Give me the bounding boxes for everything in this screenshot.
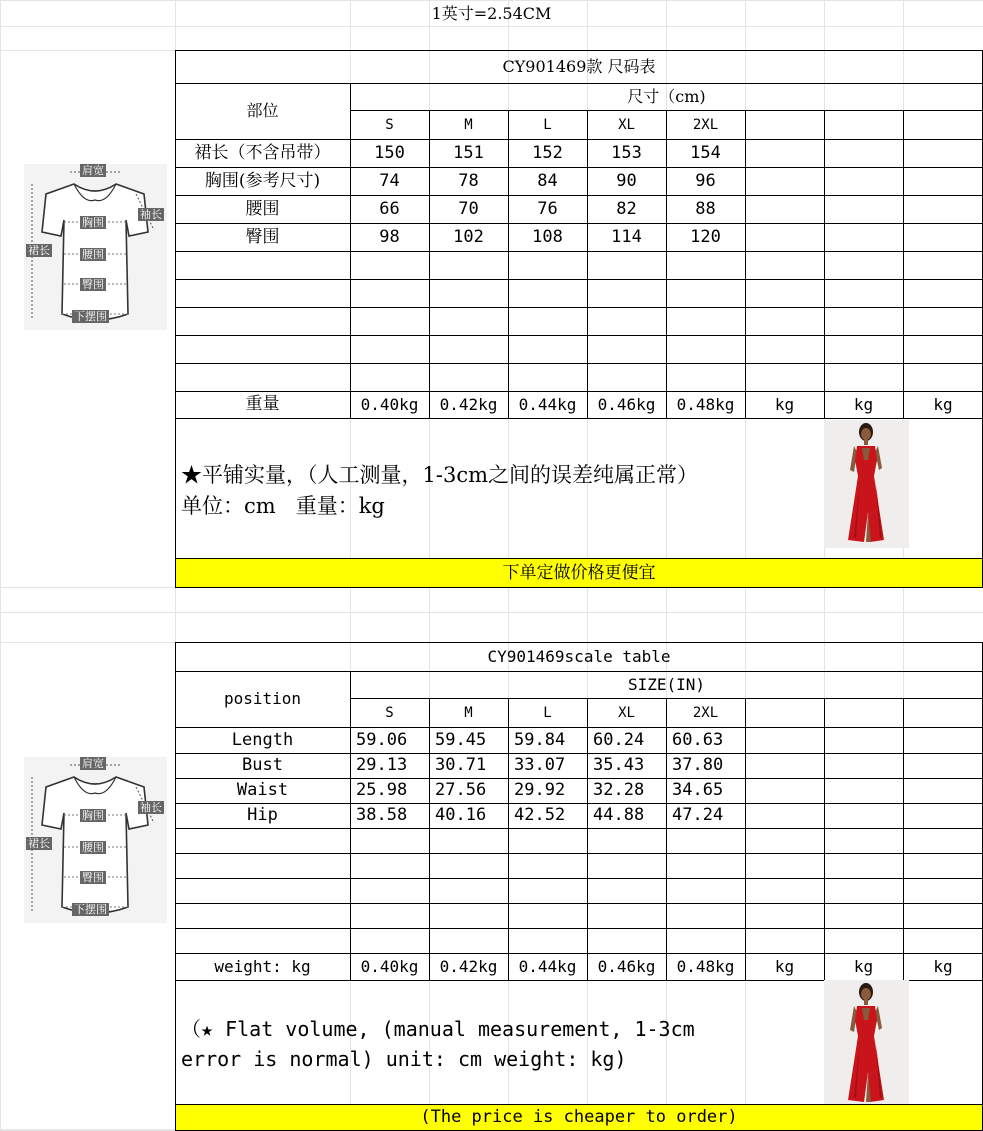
bust-label: 胸围 [82, 809, 104, 822]
row-label: 胸围(参考尺寸) [204, 170, 321, 191]
weight-cell: 0.40kg [360, 956, 419, 976]
row-label: 臀围 [245, 226, 280, 247]
table-cell: 151 [453, 142, 484, 163]
weight-cell: 0.42kg [439, 394, 498, 414]
weight-label: 重量 [245, 394, 280, 414]
table-cell: 25.98 [356, 780, 408, 800]
table-cell: 29.13 [356, 755, 408, 775]
row-label: Waist [236, 780, 289, 800]
waist-label: 腰围 [82, 248, 104, 261]
size-label: L [543, 116, 552, 133]
table-line [175, 828, 983, 829]
table-cell: 114 [611, 226, 642, 247]
row-label: Bust [242, 755, 283, 775]
hem-label: 下摆围 [74, 903, 107, 916]
shoulder-label: 肩宽 [82, 757, 104, 770]
position-header: 部位 [246, 101, 279, 120]
weight-cell: kg [853, 394, 874, 414]
conversion-header: 1英寸=2.54CM [431, 4, 552, 23]
table-title: CY901469款 尺码表 [502, 57, 656, 76]
weight-cell: 0.46kg [597, 394, 656, 414]
size-label: 2XL [692, 704, 719, 721]
table-cell: 30.71 [435, 755, 487, 775]
size-label: 2XL [692, 116, 719, 133]
measurement-diagram [24, 757, 167, 923]
weight-cell: kg [774, 394, 795, 414]
table-cell: 102 [453, 226, 484, 247]
table-cell: 27.56 [435, 780, 487, 800]
waist-label: 腰围 [82, 841, 104, 854]
table-cell: 150 [374, 142, 405, 163]
table-line [175, 878, 983, 879]
table-cell: 82 [616, 198, 637, 219]
size-label: XL [618, 116, 635, 133]
weight-cell: 0.42kg [439, 956, 498, 976]
table-title: CY901469scale table [487, 647, 671, 666]
table-cell: 59.06 [356, 729, 408, 750]
hip-label: 臀围 [82, 871, 104, 884]
weight-label: weight: kg [214, 956, 311, 976]
table-line [175, 307, 983, 308]
row-label: 裙长（不含吊带） [194, 142, 331, 163]
grid-line [0, 0, 1, 1130]
hem-label: 下摆围 [74, 310, 107, 323]
position-header: position [223, 689, 302, 708]
grid-line [0, 612, 983, 613]
weight-cell: kg [774, 956, 795, 976]
table-cell: 84 [537, 170, 558, 191]
row-label: Hip [247, 805, 278, 825]
grid-line [0, 26, 983, 27]
table-cell: 34.65 [672, 780, 724, 800]
table-cell: 35.43 [593, 755, 645, 775]
table-cell: 32.28 [593, 780, 645, 800]
shoulder-label: 肩宽 [82, 164, 104, 177]
table-cell: 76 [537, 198, 558, 219]
dress-photo [824, 980, 909, 1108]
table-cell: 38.58 [356, 805, 408, 825]
table-line [175, 363, 983, 364]
table-cell: 59.45 [435, 729, 487, 750]
weight-cell: 0.40kg [360, 394, 419, 414]
size-label: S [385, 116, 394, 133]
sleeve-label: 袖长 [140, 801, 162, 814]
size-label: M [464, 116, 473, 133]
weight-cell: 0.44kg [518, 956, 577, 976]
dress-photo [824, 420, 909, 548]
table-cell: 120 [690, 226, 721, 247]
table-cell: 66 [379, 198, 400, 219]
table-cell: 47.24 [672, 805, 724, 825]
sleeve-label: 袖长 [140, 208, 162, 221]
weight-cell: 0.48kg [676, 394, 735, 414]
table-border [175, 587, 983, 588]
weight-cell: kg [933, 394, 953, 414]
table-line [175, 251, 983, 252]
measurement-note: （★ Flat volume, (manual measurement, 1-3cm error is normal) unit: cm weight: kg) [181, 1017, 695, 1071]
size-label: M [464, 704, 473, 721]
grid-line [0, 0, 983, 1]
weight-cell: 0.48kg [676, 956, 735, 976]
table-line [175, 279, 983, 280]
bust-label: 胸围 [82, 216, 104, 229]
table-line [175, 928, 983, 929]
weight-cell: kg [853, 956, 874, 976]
table-cell: 90 [616, 170, 637, 191]
table-cell: 98 [379, 226, 400, 247]
table-cell: 44.88 [593, 805, 645, 825]
measurement-note: ★平铺实量，（人工测量，1-3cm之间的误差纯属正常） 单位：cm 重量：kg [181, 463, 698, 518]
table-cell: 29.92 [514, 780, 566, 800]
table-cell: 153 [611, 142, 642, 163]
table-cell: 60.24 [593, 729, 645, 750]
weight-cell: 0.44kg [518, 394, 577, 414]
table-line [903, 698, 904, 980]
length-label: 裙长 [28, 837, 50, 850]
table-line [824, 698, 825, 980]
dress-figure [824, 980, 909, 1108]
table-line [745, 110, 746, 418]
table-line [175, 903, 983, 904]
price-banner-text: 下单定做价格更便宜 [502, 562, 656, 583]
table-line [175, 853, 983, 854]
length-label: 裙长 [28, 244, 50, 257]
row-label: 腰围 [245, 198, 280, 219]
table-cell: 78 [458, 170, 479, 191]
table-cell: 96 [695, 170, 716, 191]
size-label: L [543, 704, 552, 721]
measurement-diagram [24, 164, 167, 330]
size-label: XL [618, 704, 635, 721]
price-banner-text: (The price is cheaper to order) [420, 1107, 738, 1127]
size-label: S [385, 704, 394, 721]
table-cell: 88 [695, 198, 716, 219]
size-header: SIZE(IN) [627, 674, 706, 694]
table-cell: 40.16 [435, 805, 487, 825]
table-cell: 42.52 [514, 805, 566, 825]
table-cell: 108 [532, 226, 563, 247]
row-label: Length [231, 729, 294, 750]
table-cell: 152 [532, 142, 563, 163]
table-line [175, 418, 983, 419]
table-cell: 60.63 [672, 729, 724, 750]
table-cell: 74 [379, 170, 400, 191]
table-cell: 37.80 [672, 755, 724, 775]
hip-label: 臀围 [82, 278, 104, 291]
table-line [175, 335, 983, 336]
table-cell: 70 [458, 198, 479, 219]
size-header: 尺寸（cm) [627, 86, 706, 106]
weight-cell: kg [933, 956, 953, 976]
table-line [903, 110, 904, 418]
table-cell: 59.84 [514, 729, 566, 750]
weight-cell: 0.46kg [597, 956, 656, 976]
table-cell: 154 [690, 142, 721, 163]
table-line [824, 110, 825, 418]
dress-figure [824, 420, 909, 548]
table-cell: 33.07 [514, 755, 566, 775]
